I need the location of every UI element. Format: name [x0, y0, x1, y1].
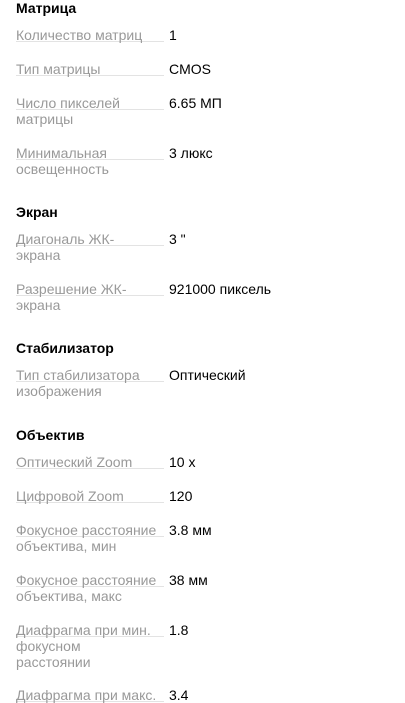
spec-label: Тип стабилизатора изображения — [16, 367, 140, 399]
spec-label: Фокусное расстояние объектива, макс — [16, 572, 157, 604]
spec-value: 10 x — [169, 454, 196, 470]
spec-label: Минимальная освещенность — [16, 145, 109, 177]
spec-label: Число пикселей матрицы — [16, 95, 120, 127]
spec-label: Цифровой Zoom — [16, 488, 124, 504]
spec-value: 3 люкс — [169, 145, 213, 161]
spec-value: 38 мм — [169, 572, 208, 588]
spec-value: 6.65 МП — [169, 95, 222, 111]
spec-value: Оптический — [169, 367, 246, 383]
spec-label: Диафрагма при макс. — [16, 687, 157, 703]
spec-label: Количество матриц — [16, 27, 143, 43]
spec-value: 120 — [169, 488, 193, 504]
spec-value: 921000 пиксель — [169, 281, 272, 297]
spec-label: Разрешение ЖК- экрана — [16, 281, 127, 313]
section-title-stabilizer: Стабилизатор — [16, 340, 114, 356]
spec-label: Диагональ ЖК- экрана — [16, 231, 115, 263]
spec-value: 3 " — [169, 231, 186, 247]
spec-label: Диафрагма при мин. фокусном расстоянии — [16, 622, 151, 670]
spec-label: Оптический Zoom — [16, 454, 133, 470]
section-title-lens: Объектив — [16, 427, 85, 443]
spec-value: 3.4 — [169, 687, 189, 703]
spec-label: Тип матрицы — [16, 61, 101, 77]
spec-label: Фокусное расстояние объектива, мин — [16, 522, 157, 554]
spec-value: 1 — [169, 27, 177, 43]
spec-value: 3.8 мм — [169, 522, 212, 538]
section-title-screen: Экран — [16, 204, 58, 220]
spec-value: CMOS — [169, 61, 211, 77]
section-title-matrix: Матрица — [16, 0, 77, 16]
spec-value: 1.8 — [169, 622, 189, 638]
